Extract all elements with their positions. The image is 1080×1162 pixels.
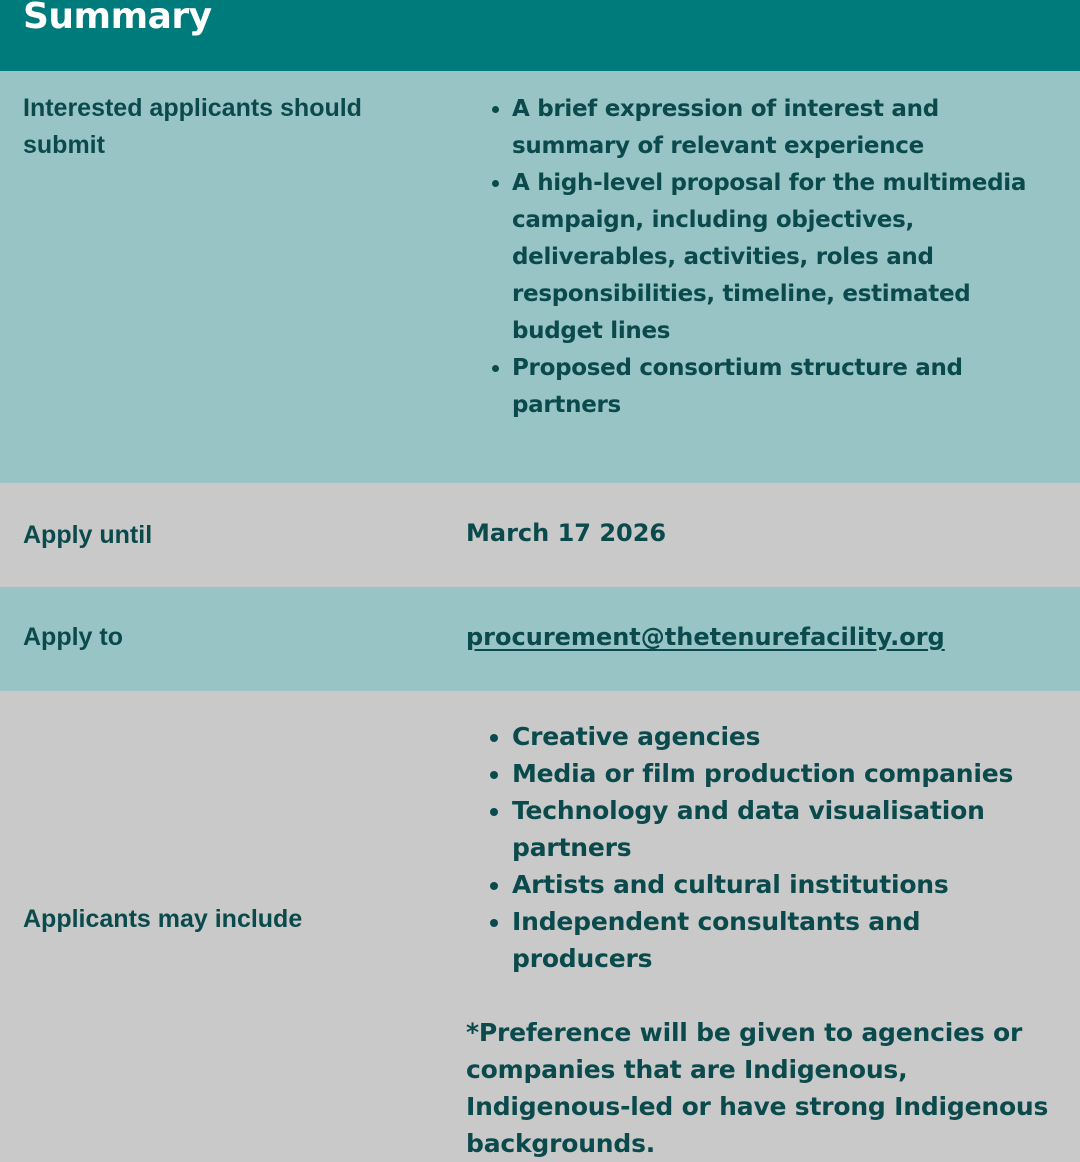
- list-item: • Artists and cultural institutions: [512, 866, 1060, 903]
- row-value-applicants: [466, 718, 1060, 1162]
- row-label-submit: Interested applicants should submit: [23, 94, 362, 159]
- list-item: • Proposed consortium structure and partners: [512, 350, 1060, 424]
- row-submit: [0, 71, 1080, 483]
- list-item: • Creative agencies: [512, 718, 1060, 755]
- row-value-submit: [466, 91, 1060, 424]
- list-item: • Media or film production companies: [512, 755, 1060, 792]
- list-item: • A high-level proposal for the multimedia campaign, including objectives, deliverables, activities, roles and responsibilities, timeline, estimated budget lines: [512, 165, 1060, 350]
- row-label-apply-to: Apply to: [23, 623, 123, 651]
- row-label-deadline: Apply until: [23, 521, 153, 549]
- row-value-apply-to: [466, 619, 1060, 656]
- submission-list: [466, 91, 1060, 424]
- list-item: • Independent consultants and producers: [512, 903, 1060, 977]
- row-apply-to: [0, 587, 1080, 691]
- deadline-date: March 17 2026: [466, 519, 667, 547]
- list-item: • Technology and data visualisation partners: [512, 792, 1060, 866]
- email-link[interactable]: procurement@thetenurefacility.org: [466, 623, 945, 651]
- row-label-applicants: Applicants may include: [23, 905, 303, 933]
- list-item: • A brief expression of interest and summary of relevant experience: [512, 91, 1060, 165]
- row-applicants: [0, 691, 1080, 1158]
- row-deadline: [0, 483, 1080, 587]
- preference-note: *Preference will be given to agencies or companies that are Indigenous, Indigenous-led or have strong Indigenous backgrounds.: [466, 1018, 1049, 1158]
- summary-header: [0, 0, 1080, 71]
- page-title: Summary: [23, 0, 212, 37]
- applicants-list: [466, 718, 1060, 977]
